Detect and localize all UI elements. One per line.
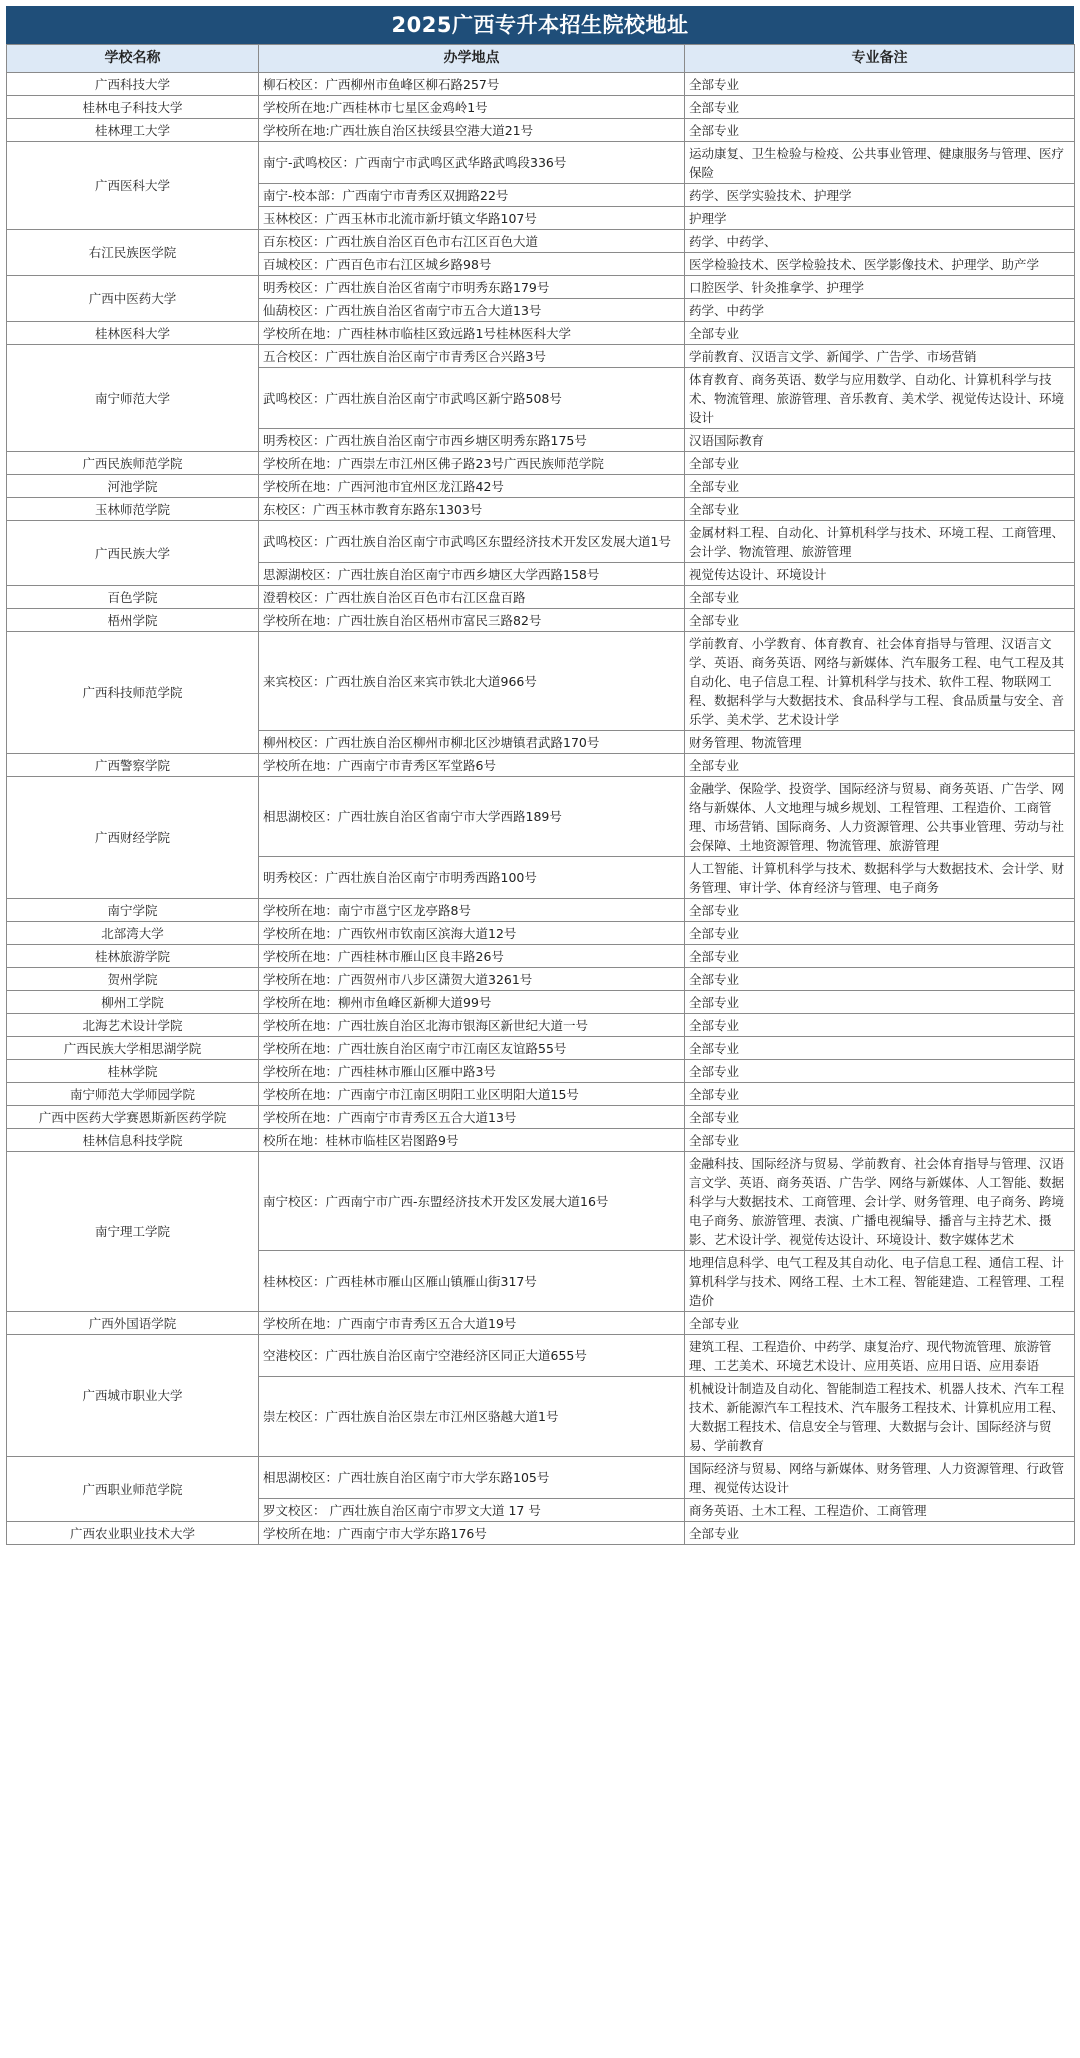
campus-address-cell: 空港校区：广西壮族自治区南宁空港经济区同正大道655号 <box>259 1335 685 1377</box>
campus-address-cell: 思源湖校区：广西壮族自治区南宁市西乡塘区大学西路158号 <box>259 563 685 586</box>
majors-note-cell: 全部专业 <box>685 586 1075 609</box>
majors-note-cell: 金融学、保险学、投资学、国际经济与贸易、商务英语、广告学、网络与新媒体、人文地理与城乡规划、工程管理、工程造价、工商管理、市场营销、国际商务、人力资源管理、公共事业管理、劳动与社会保障、土地资源管理、物流管理、旅游管理 <box>685 777 1075 857</box>
campus-address-cell: 相思湖校区：广西壮族自治区省南宁市大学西路189号 <box>259 777 685 857</box>
table-row <box>7 345 1075 368</box>
table-row <box>7 1106 1075 1129</box>
campus-address-cell: 相思湖校区：广西壮族自治区南宁市大学东路105号 <box>259 1457 685 1499</box>
campus-address-cell: 南宁校区：广西南宁市广西-东盟经济技术开发区发展大道16号 <box>259 1152 685 1251</box>
majors-note-cell: 全部专业 <box>685 1312 1075 1335</box>
table-row <box>7 1335 1075 1377</box>
table-row <box>7 498 1075 521</box>
table-row <box>7 1522 1075 1545</box>
school-name-cell: 桂林理工大学 <box>7 119 259 142</box>
campus-address-cell: 学校所在地：广西壮族自治区北海市银海区新世纪大道一号 <box>259 1014 685 1037</box>
school-name-cell: 广西民族大学 <box>7 521 259 586</box>
majors-note-cell: 全部专业 <box>685 1060 1075 1083</box>
campus-address-cell: 罗文校区： 广西壮族自治区南宁市罗文大道 17 号 <box>259 1499 685 1522</box>
campus-address-cell: 学校所在地：广西桂林市雁山区良丰路26号 <box>259 945 685 968</box>
campus-address-cell: 柳石校区：广西柳州市鱼峰区柳石路257号 <box>259 73 685 96</box>
school-name-cell: 广西城市职业大学 <box>7 1335 259 1457</box>
majors-note-cell: 全部专业 <box>685 475 1075 498</box>
majors-note-cell: 学前教育、汉语言文学、新闻学、广告学、市场营销 <box>685 345 1075 368</box>
majors-note-cell: 全部专业 <box>685 96 1075 119</box>
table-row <box>7 945 1075 968</box>
campus-address-cell: 学校所在地：广西壮族自治区南宁市江南区友谊路55号 <box>259 1037 685 1060</box>
campus-address-cell: 南宁-武鸣校区：广西南宁市武鸣区武华路武鸣段336号 <box>259 142 685 184</box>
school-name-cell: 广西医科大学 <box>7 142 259 230</box>
majors-note-cell: 全部专业 <box>685 899 1075 922</box>
campus-address-cell: 明秀校区：广西壮族自治区南宁市西乡塘区明秀东路175号 <box>259 429 685 452</box>
majors-note-cell: 体育教育、商务英语、数学与应用数学、自动化、计算机科学与技术、物流管理、旅游管理、音乐教育、美术学、视觉传达设计、环境设计 <box>685 368 1075 429</box>
campus-address-cell: 东校区：广西玉林市教育东路东1303号 <box>259 498 685 521</box>
school-name-cell: 贺州学院 <box>7 968 259 991</box>
school-name-cell: 河池学院 <box>7 475 259 498</box>
table-row <box>7 1152 1075 1251</box>
majors-note-cell: 视觉传达设计、环境设计 <box>685 563 1075 586</box>
table-row <box>7 754 1075 777</box>
majors-note-cell: 商务英语、土木工程、工程造价、工商管理 <box>685 1499 1075 1522</box>
majors-note-cell: 全部专业 <box>685 498 1075 521</box>
school-name-cell: 玉林师范学院 <box>7 498 259 521</box>
campus-address-cell: 崇左校区：广西壮族自治区崇左市江州区骆越大道1号 <box>259 1377 685 1457</box>
school-name-cell: 广西民族大学相思湖学院 <box>7 1037 259 1060</box>
campus-address-cell: 学校所在地：广西南宁市江南区明阳工业区明阳大道15号 <box>259 1083 685 1106</box>
table-row <box>7 521 1075 563</box>
campus-address-cell: 百城校区：广西百色市右江区城乡路98号 <box>259 253 685 276</box>
school-name-cell: 广西农业职业技术大学 <box>7 1522 259 1545</box>
majors-note-cell: 地理信息科学、电气工程及其自动化、电子信息工程、通信工程、计算机科学与技术、网络工程、土木工程、智能建造、工程管理、工程造价 <box>685 1251 1075 1312</box>
campus-address-cell: 学校所在地：广西河池市宜州区龙江路42号 <box>259 475 685 498</box>
school-name-cell: 北部湾大学 <box>7 922 259 945</box>
campus-address-cell: 学校所在地：南宁市邕宁区龙亭路8号 <box>259 899 685 922</box>
majors-note-cell: 国际经济与贸易、网络与新媒体、财务管理、人力资源管理、行政管理、视觉传达设计 <box>685 1457 1075 1499</box>
table-row <box>7 322 1075 345</box>
majors-note-cell: 金融科技、国际经济与贸易、学前教育、社会体育指导与管理、汉语言文学、英语、商务英语、广告学、网络与新媒体、人工智能、数据科学与大数据技术、工商管理、会计学、财务管理、电子商务、跨境电子商务、旅游管理、表演、广播电视编导、播音与主持艺术、摄影、艺术设计学、视觉传达设计、环境设计、数字媒体艺术 <box>685 1152 1075 1251</box>
campus-address-cell: 明秀校区：广西壮族自治区省南宁市明秀东路179号 <box>259 276 685 299</box>
table-row <box>7 1312 1075 1335</box>
majors-note-cell: 全部专业 <box>685 322 1075 345</box>
school-name-cell: 北海艺术设计学院 <box>7 1014 259 1037</box>
majors-note-cell: 财务管理、物流管理 <box>685 731 1075 754</box>
school-name-cell: 桂林信息科技学院 <box>7 1129 259 1152</box>
table-row <box>7 632 1075 731</box>
school-name-cell: 桂林旅游学院 <box>7 945 259 968</box>
majors-note-cell: 金属材料工程、自动化、计算机科学与技术、环境工程、工商管理、会计学、物流管理、旅游管理 <box>685 521 1075 563</box>
majors-note-cell: 药学、医学实验技术、护理学 <box>685 184 1075 207</box>
school-name-cell: 广西警察学院 <box>7 754 259 777</box>
table-header-row <box>7 45 1075 73</box>
school-name-cell: 广西科技师范学院 <box>7 632 259 754</box>
table-row <box>7 1457 1075 1499</box>
campus-address-cell: 五合校区：广西壮族自治区南宁市青秀区合兴路3号 <box>259 345 685 368</box>
campus-address-cell: 学校所在地:广西壮族自治区扶绥县空港大道21号 <box>259 119 685 142</box>
majors-note-cell: 药学、中药学 <box>685 299 1075 322</box>
table-row <box>7 142 1075 184</box>
majors-note-cell: 全部专业 <box>685 1106 1075 1129</box>
majors-note-cell: 护理学 <box>685 207 1075 230</box>
majors-note-cell: 全部专业 <box>685 1083 1075 1106</box>
majors-note-cell: 运动康复、卫生检验与检疫、公共事业管理、健康服务与管理、医疗保险 <box>685 142 1075 184</box>
majors-note-cell: 全部专业 <box>685 968 1075 991</box>
table-row <box>7 609 1075 632</box>
campus-address-cell: 柳州校区：广西壮族自治区柳州市柳北区沙塘镇君武路170号 <box>259 731 685 754</box>
document <box>6 6 1074 1545</box>
majors-note-cell: 建筑工程、工程造价、中药学、康复治疗、现代物流管理、旅游管理、工艺美术、环境艺术设计、应用英语、应用日语、应用泰语 <box>685 1335 1075 1377</box>
campus-address-cell: 仙葫校区：广西壮族自治区省南宁市五合大道13号 <box>259 299 685 322</box>
school-name-cell: 广西外国语学院 <box>7 1312 259 1335</box>
campus-address-cell: 学校所在地:广西桂林市七星区金鸡岭1号 <box>259 96 685 119</box>
majors-note-cell: 人工智能、计算机科学与技术、数据科学与大数据技术、会计学、财务管理、审计学、体育经济与管理、电子商务 <box>685 857 1075 899</box>
campus-address-cell: 武鸣校区：广西壮族自治区南宁市武鸣区东盟经济技术开发区发展大道1号 <box>259 521 685 563</box>
table-row <box>7 777 1075 857</box>
majors-note-cell: 全部专业 <box>685 452 1075 475</box>
school-address-table <box>6 44 1075 1545</box>
majors-note-cell: 全部专业 <box>685 991 1075 1014</box>
school-name-cell: 广西财经学院 <box>7 777 259 899</box>
school-name-cell: 广西职业师范学院 <box>7 1457 259 1522</box>
majors-note-cell: 口腔医学、针灸推拿学、护理学 <box>685 276 1075 299</box>
table-row <box>7 119 1075 142</box>
table-row <box>7 1014 1075 1037</box>
majors-note-cell: 全部专业 <box>685 609 1075 632</box>
school-name-cell: 桂林电子科技大学 <box>7 96 259 119</box>
school-name-cell: 广西中医药大学赛恩斯新医药学院 <box>7 1106 259 1129</box>
campus-address-cell: 学校所在地：广西桂林市雁山区雁中路3号 <box>259 1060 685 1083</box>
majors-note-cell: 全部专业 <box>685 945 1075 968</box>
table-row <box>7 586 1075 609</box>
school-name-cell: 广西科技大学 <box>7 73 259 96</box>
table-row <box>7 922 1075 945</box>
majors-note-cell: 全部专业 <box>685 1037 1075 1060</box>
table-row <box>7 96 1075 119</box>
campus-address-cell: 学校所在地：广西壮族自治区梧州市富民三路82号 <box>259 609 685 632</box>
table-row <box>7 899 1075 922</box>
majors-note-cell: 全部专业 <box>685 73 1075 96</box>
school-name-cell: 南宁学院 <box>7 899 259 922</box>
table-row <box>7 276 1075 299</box>
campus-address-cell: 学校所在地：广西南宁市青秀区五合大道13号 <box>259 1106 685 1129</box>
majors-note-cell: 全部专业 <box>685 754 1075 777</box>
campus-address-cell: 学校所在地：广西崇左市江州区佛子路23号广西民族师范学院 <box>259 452 685 475</box>
campus-address-cell: 南宁-校本部：广西南宁市青秀区双拥路22号 <box>259 184 685 207</box>
school-name-cell: 广西中医药大学 <box>7 276 259 322</box>
school-name-cell: 南宁理工学院 <box>7 1152 259 1312</box>
page-title: 2025广西专升本招生院校地址 <box>6 6 1074 44</box>
table-row <box>7 452 1075 475</box>
campus-address-cell: 校所在地：桂林市临桂区岩图路9号 <box>259 1129 685 1152</box>
majors-note-cell: 机械设计制造及自动化、智能制造工程技术、机器人技术、汽车工程技术、新能源汽车工程技术、汽车服务工程技术、计算机应用工程、大数据工程技术、信息安全与管理、大数据与会计、国际经济与贸易、学前教育 <box>685 1377 1075 1457</box>
column-header-majors: 专业备注 <box>685 45 1075 73</box>
table-row <box>7 1060 1075 1083</box>
majors-note-cell: 全部专业 <box>685 922 1075 945</box>
majors-note-cell: 全部专业 <box>685 1129 1075 1152</box>
school-name-cell: 右江民族医学院 <box>7 230 259 276</box>
school-name-cell: 桂林学院 <box>7 1060 259 1083</box>
school-name-cell: 南宁师范大学 <box>7 345 259 452</box>
column-header-address: 办学地点 <box>259 45 685 73</box>
school-name-cell: 梧州学院 <box>7 609 259 632</box>
campus-address-cell: 桂林校区：广西桂林市雁山区雁山镇雁山街317号 <box>259 1251 685 1312</box>
school-name-cell: 柳州工学院 <box>7 991 259 1014</box>
majors-note-cell: 学前教育、小学教育、体育教育、社会体育指导与管理、汉语言文学、英语、商务英语、网络与新媒体、汽车服务工程、电气工程及其自动化、电子信息工程、计算机科学与技术、软件工程、物联网工程、数据科学与大数据技术、食品科学与工程、食品质量与安全、音乐学、美术学、艺术设计学 <box>685 632 1075 731</box>
table-row <box>7 991 1075 1014</box>
table-row <box>7 73 1075 96</box>
majors-note-cell: 全部专业 <box>685 119 1075 142</box>
table-body <box>7 73 1075 1545</box>
school-name-cell: 南宁师范大学师园学院 <box>7 1083 259 1106</box>
table-row <box>7 1037 1075 1060</box>
campus-address-cell: 学校所在地：广西贺州市八步区潇贺大道3261号 <box>259 968 685 991</box>
campus-address-cell: 明秀校区：广西壮族自治区南宁市明秀西路100号 <box>259 857 685 899</box>
majors-note-cell: 全部专业 <box>685 1014 1075 1037</box>
campus-address-cell: 学校所在地：广西钦州市钦南区滨海大道12号 <box>259 922 685 945</box>
school-name-cell: 百色学院 <box>7 586 259 609</box>
school-name-cell: 广西民族师范学院 <box>7 452 259 475</box>
majors-note-cell: 汉语国际教育 <box>685 429 1075 452</box>
table-row <box>7 475 1075 498</box>
campus-address-cell: 学校所在地：广西南宁市青秀区军堂路6号 <box>259 754 685 777</box>
campus-address-cell: 学校所在地：广西南宁市大学东路176号 <box>259 1522 685 1545</box>
school-name-cell: 桂林医科大学 <box>7 322 259 345</box>
campus-address-cell: 学校所在地：广西南宁市青秀区五合大道19号 <box>259 1312 685 1335</box>
campus-address-cell: 学校所在地：广西桂林市临桂区致远路1号桂林医科大学 <box>259 322 685 345</box>
campus-address-cell: 来宾校区：广西壮族自治区来宾市铁北大道966号 <box>259 632 685 731</box>
majors-note-cell: 医学检验技术、医学检验技术、医学影像技术、护理学、助产学 <box>685 253 1075 276</box>
column-header-school: 学校名称 <box>7 45 259 73</box>
campus-address-cell: 武鸣校区：广西壮族自治区南宁市武鸣区新宁路508号 <box>259 368 685 429</box>
campus-address-cell: 百东校区：广西壮族自治区百色市右江区百色大道 <box>259 230 685 253</box>
table-row <box>7 230 1075 253</box>
majors-note-cell: 全部专业 <box>685 1522 1075 1545</box>
table-row <box>7 1083 1075 1106</box>
table-row <box>7 1129 1075 1152</box>
campus-address-cell: 澄碧校区：广西壮族自治区百色市右江区盘百路 <box>259 586 685 609</box>
table-row <box>7 968 1075 991</box>
campus-address-cell: 学校所在地：柳州市鱼峰区新柳大道99号 <box>259 991 685 1014</box>
campus-address-cell: 玉林校区：广西玉林市北流市新圩镇文华路107号 <box>259 207 685 230</box>
majors-note-cell: 药学、中药学、 <box>685 230 1075 253</box>
